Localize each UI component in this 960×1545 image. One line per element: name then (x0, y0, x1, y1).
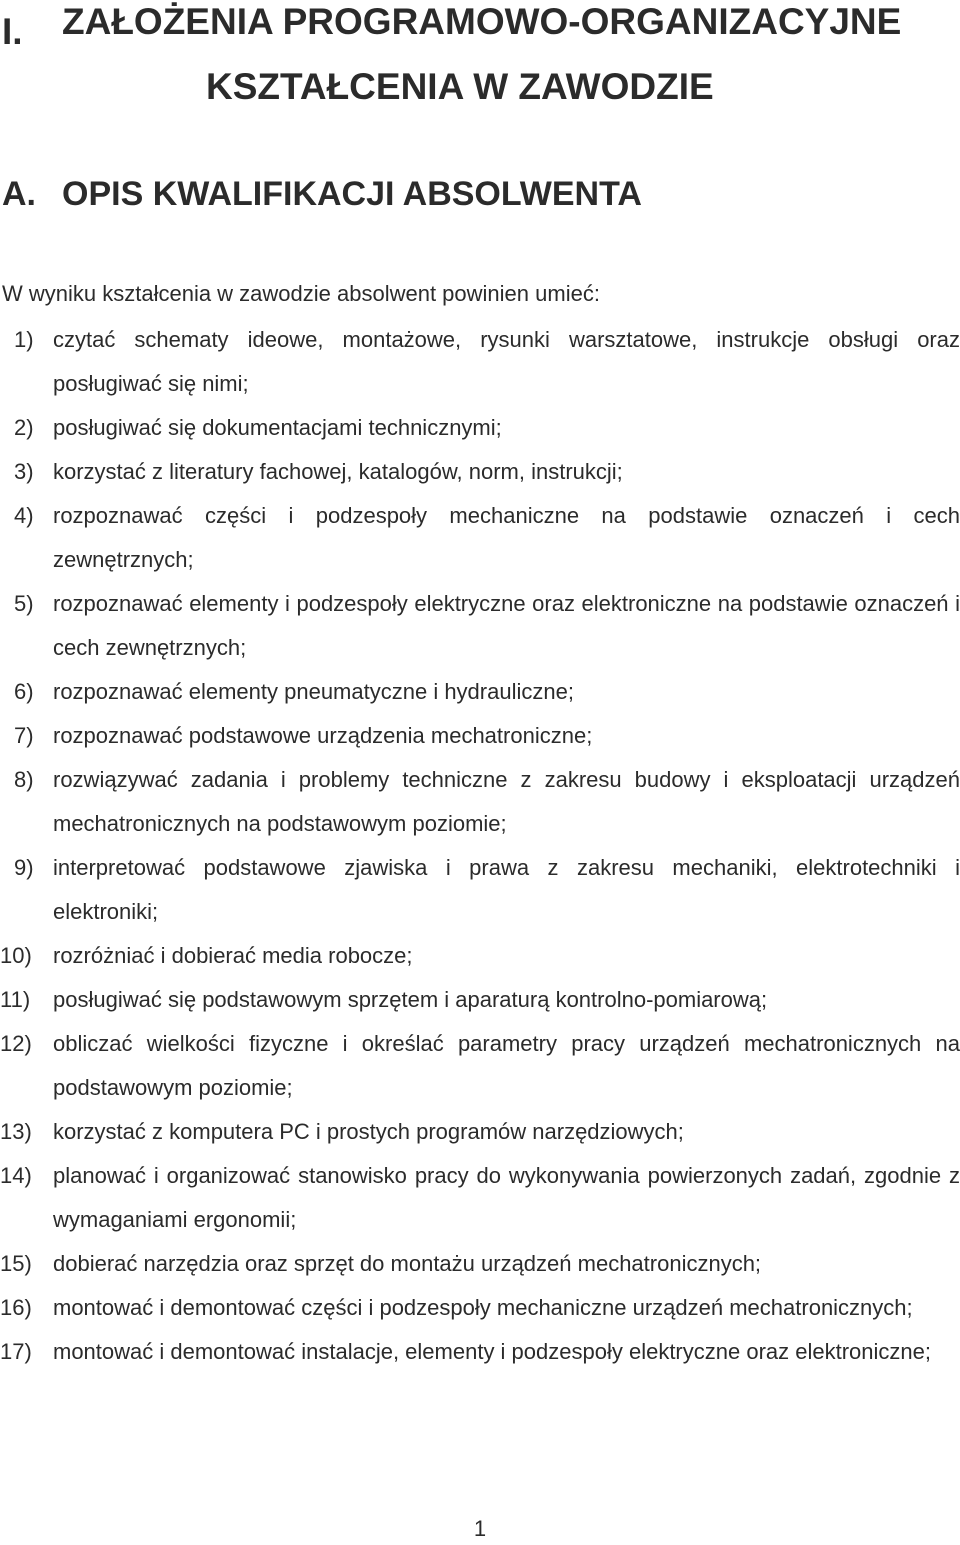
section-title: OPIS KWALIFIKACJI ABSOLWENTA (62, 175, 642, 213)
item-text: interpretować podstawowe zjawiska i prawa z zakresu mechaniki, elektrotechniki i elektroniki; (53, 855, 960, 924)
item-number: 12) (0, 1031, 32, 1056)
item-number: 16) (0, 1295, 32, 1320)
item-text: rozróżniać i dobierać media robocze; (53, 943, 413, 968)
item-number: 1) (14, 327, 34, 352)
chapter-number: I. (2, 11, 23, 52)
list-item (0, 934, 960, 978)
item-text: rozpoznawać części i podzespoły mechaniczne na podstawie oznaczeń i cech zewnętrznych; (53, 503, 960, 572)
list-item (0, 1242, 960, 1286)
item-text: dobierać narzędzia oraz sprzęt do montażu urządzeń mechatronicznych; (53, 1251, 762, 1276)
item-number: 14) (0, 1163, 32, 1188)
chapter-title-line1: ZAŁOŻENIA PROGRAMOWO-ORGANIZACYJNE (62, 1, 902, 42)
list-item (0, 714, 960, 758)
item-text: rozpoznawać elementy i podzespoły elektryczne oraz elektroniczne na podstawie oznaczeń i cech zewnętrznych; (53, 591, 960, 660)
list-item (0, 1330, 960, 1374)
item-text: montować i demontować instalacje, elementy i podzespoły elektryczne oraz elektroniczne; (53, 1339, 931, 1364)
item-number: 17) (0, 1339, 32, 1364)
item-number: 3) (14, 459, 34, 484)
item-text: obliczać wielkości fizyczne i określać parametry pracy urządzeń mechatronicznych na podstawowym poziomie; (53, 1031, 960, 1100)
list-item (0, 450, 960, 494)
list-item (0, 1110, 960, 1154)
item-number: 4) (14, 503, 34, 528)
item-text: planować i organizować stanowisko pracy do wykonywania powierzonych zadań, zgodnie z wymaganiami ergonomii; (53, 1163, 960, 1232)
page-number: 1 (473, 1516, 487, 1541)
item-number: 10) (0, 943, 32, 968)
list-item (0, 670, 960, 714)
item-number: 8) (14, 767, 34, 792)
list-item (0, 1286, 960, 1330)
item-number: 9) (14, 855, 34, 880)
intro-text: W wyniku kształcenia w zawodzie absolwent powinien umieć: (2, 281, 600, 306)
chapter-title-line2: KSZTAŁCENIA W ZAWODZIE (206, 66, 714, 107)
item-number: 2) (14, 415, 34, 440)
item-text: montować i demontować części i podzespoły mechaniczne urządzeń mechatronicznych; (53, 1295, 913, 1320)
item-text: czytać schematy ideowe, montażowe, rysunki warsztatowe, instrukcje obsługi oraz posługiwać się nimi; (53, 327, 960, 396)
list-item (0, 318, 960, 406)
list-item (0, 1154, 960, 1242)
list-item (0, 846, 960, 934)
list-item (0, 978, 960, 1022)
item-text: rozwiązywać zadania i problemy techniczne z zakresu budowy i eksploatacji urządzeń mechatronicznych na podstawowym poziomie; (53, 767, 960, 836)
list-item (0, 406, 960, 450)
item-text: posługiwać się podstawowym sprzętem i aparaturą kontrolno-pomiarową; (53, 987, 768, 1012)
item-number: 7) (14, 723, 34, 748)
list-item (0, 494, 960, 582)
item-number: 13) (0, 1119, 32, 1144)
item-text: korzystać z komputera PC i prostych programów narzędziowych; (53, 1119, 684, 1144)
item-text: rozpoznawać podstawowe urządzenia mechatroniczne; (53, 723, 593, 748)
list-item (0, 758, 960, 846)
list-item (0, 582, 960, 670)
item-text: korzystać z literatury fachowej, katalogów, norm, instrukcji; (53, 459, 623, 484)
item-text: rozpoznawać elementy pneumatyczne i hydrauliczne; (53, 679, 574, 704)
item-number: 6) (14, 679, 34, 704)
item-number: 5) (14, 591, 34, 616)
item-number: 11) (0, 987, 31, 1012)
item-number: 15) (0, 1251, 32, 1276)
list-item (0, 1022, 960, 1110)
qualification-list (0, 318, 960, 1374)
section-letter: A. (2, 175, 36, 213)
item-text: posługiwać się dokumentacjami technicznymi; (53, 415, 502, 440)
